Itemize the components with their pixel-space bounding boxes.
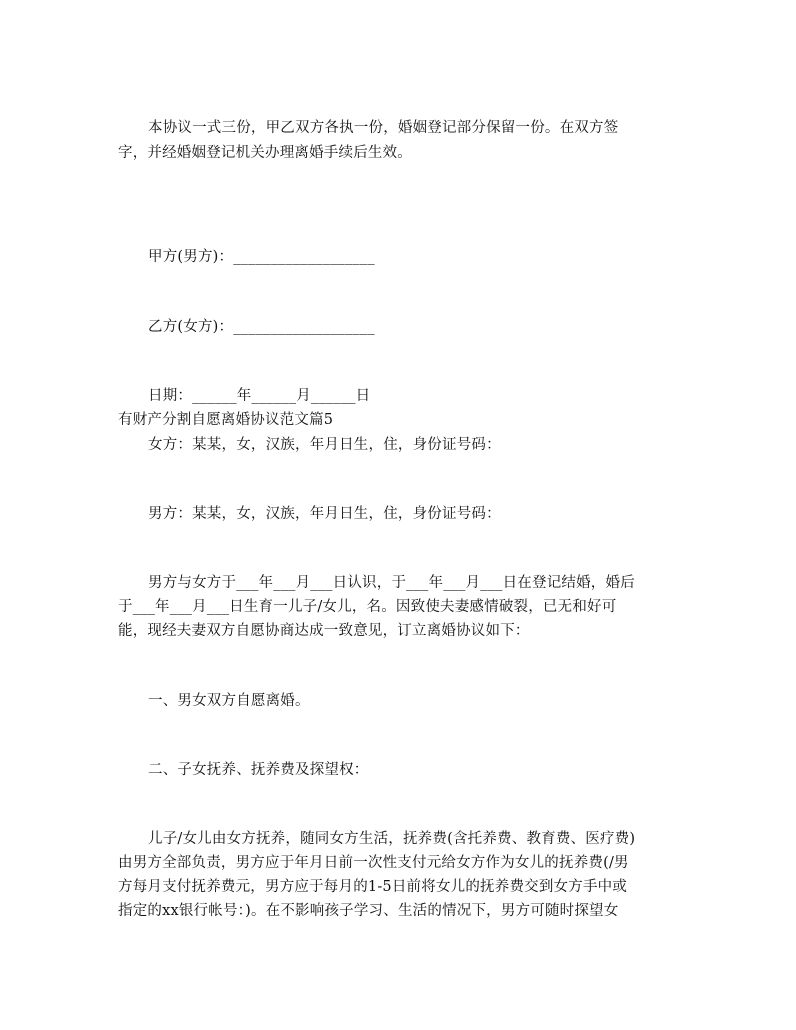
woman-info: 女方：某某，女，汉族，年月日生，住，身份证号码：: [148, 437, 501, 453]
para1-line2: 字，并经婚姻登记机关办理离婚手续后生效。: [118, 145, 412, 161]
child-para-line4: 指定的xx银行帐号：)。在不影响孩子学习、生活的情况下，男方可随时探望女: [118, 903, 619, 919]
marriage-para-line1: 男方与女方于___年___月___日认识，于___年___月___日在登记结婚，婚后: [148, 575, 635, 591]
clause-2: 二、子女抚养、抚养费及探望权：: [148, 762, 369, 778]
man-info: 男方：某某，女，汉族，年月日生，住，身份证号码：: [148, 506, 501, 522]
child-para-line1: 儿子/女儿由女方抚养，随同女方生活，抚养费(含托养费、教育费、医疗费): [148, 831, 636, 847]
para1-line1: 本协议一式三份，甲乙双方各执一份，婚姻登记部分保留一份。在双方签: [148, 120, 619, 136]
child-para-line3: 方每月支付抚养费元，男方应于每月的1-5日前将女儿的抚养费交到女方手中或: [118, 879, 628, 895]
marriage-para-line3: 能，现经夫妻双方自愿协商达成一致意见，订立离婚协议如下：: [118, 623, 530, 639]
party-b-signature: 乙方(女方)：___________________: [148, 319, 375, 335]
date-line: 日期：______年______月______日: [148, 388, 371, 404]
party-a-signature: 甲方(男方)：___________________: [148, 249, 375, 265]
clause-1: 一、男女双方自愿离婚。: [148, 693, 310, 709]
marriage-para-line2: 于___年___月___日生育一儿子/女儿，名。因致使夫妻感情破裂，已无和好可: [118, 599, 617, 615]
section-title: 有财产分割自愿离婚协议范文篇5: [118, 412, 334, 428]
child-para-line2: 由男方全部负责，男方应于年月日前一次性支付元给女方作为女儿的抚养费(/男: [118, 855, 629, 871]
